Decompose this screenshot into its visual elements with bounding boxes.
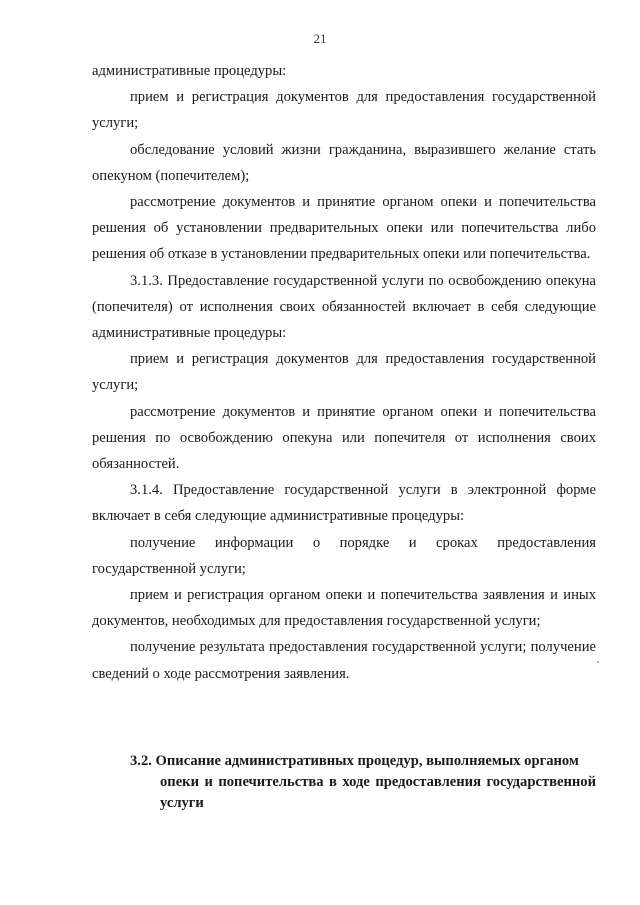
section-title-first-line: Описание административных процедур, выполняемых органом	[155, 753, 579, 769]
section-number: 3.2.	[130, 753, 156, 769]
paragraph: административные процедуры:	[92, 63, 287, 79]
paragraph: обследование условий жизни гражданина, выразившего желание стать опекуном (попечителем);	[92, 141, 596, 184]
page-number: 21	[313, 31, 327, 46]
section-heading	[130, 751, 596, 814]
scan-speck	[597, 661, 599, 663]
body-text	[92, 58, 596, 687]
paragraph: рассмотрение документов и принятие органом опеки и попечительства решения по освобождению опекуна или попечителя от исполнения своих обязанностей.	[92, 403, 596, 473]
paragraph: прием и регистрация органом опеки и попечительства заявления и иных документов, необходимых для предоставления государственной услуги;	[92, 587, 596, 630]
paragraph: получение информации о порядке и сроках предоставления государственной услуги;	[92, 534, 596, 577]
paragraph: прием и регистрация документов для предоставления государственной услуги;	[92, 89, 596, 132]
paragraph: 3.1.4. Предоставление государственной услуги в электронной форме включает в себя следующие административные процедуры:	[92, 482, 596, 525]
section-title-rest: опеки и попечительства в ходе предоставления государственной услуги	[160, 774, 596, 811]
paragraph: прием и регистрация документов для предоставления государственной услуги;	[92, 351, 596, 394]
paragraph: рассмотрение документов и принятие органом опеки и попечительства решения об установлении предварительных опеки или попечительства либо решения об отказе в установлении предварительных опеки или попечительства.	[92, 194, 596, 263]
paragraph: получение результата предоставления государственной услуги; получение сведений о ходе рассмотрения заявления.	[92, 639, 596, 682]
paragraph: 3.1.3. Предоставление государственной услуги по освобождению опекуна (попечителя) от исполнения своих обязанностей включает в себя следующие административные процедуры:	[92, 272, 596, 342]
